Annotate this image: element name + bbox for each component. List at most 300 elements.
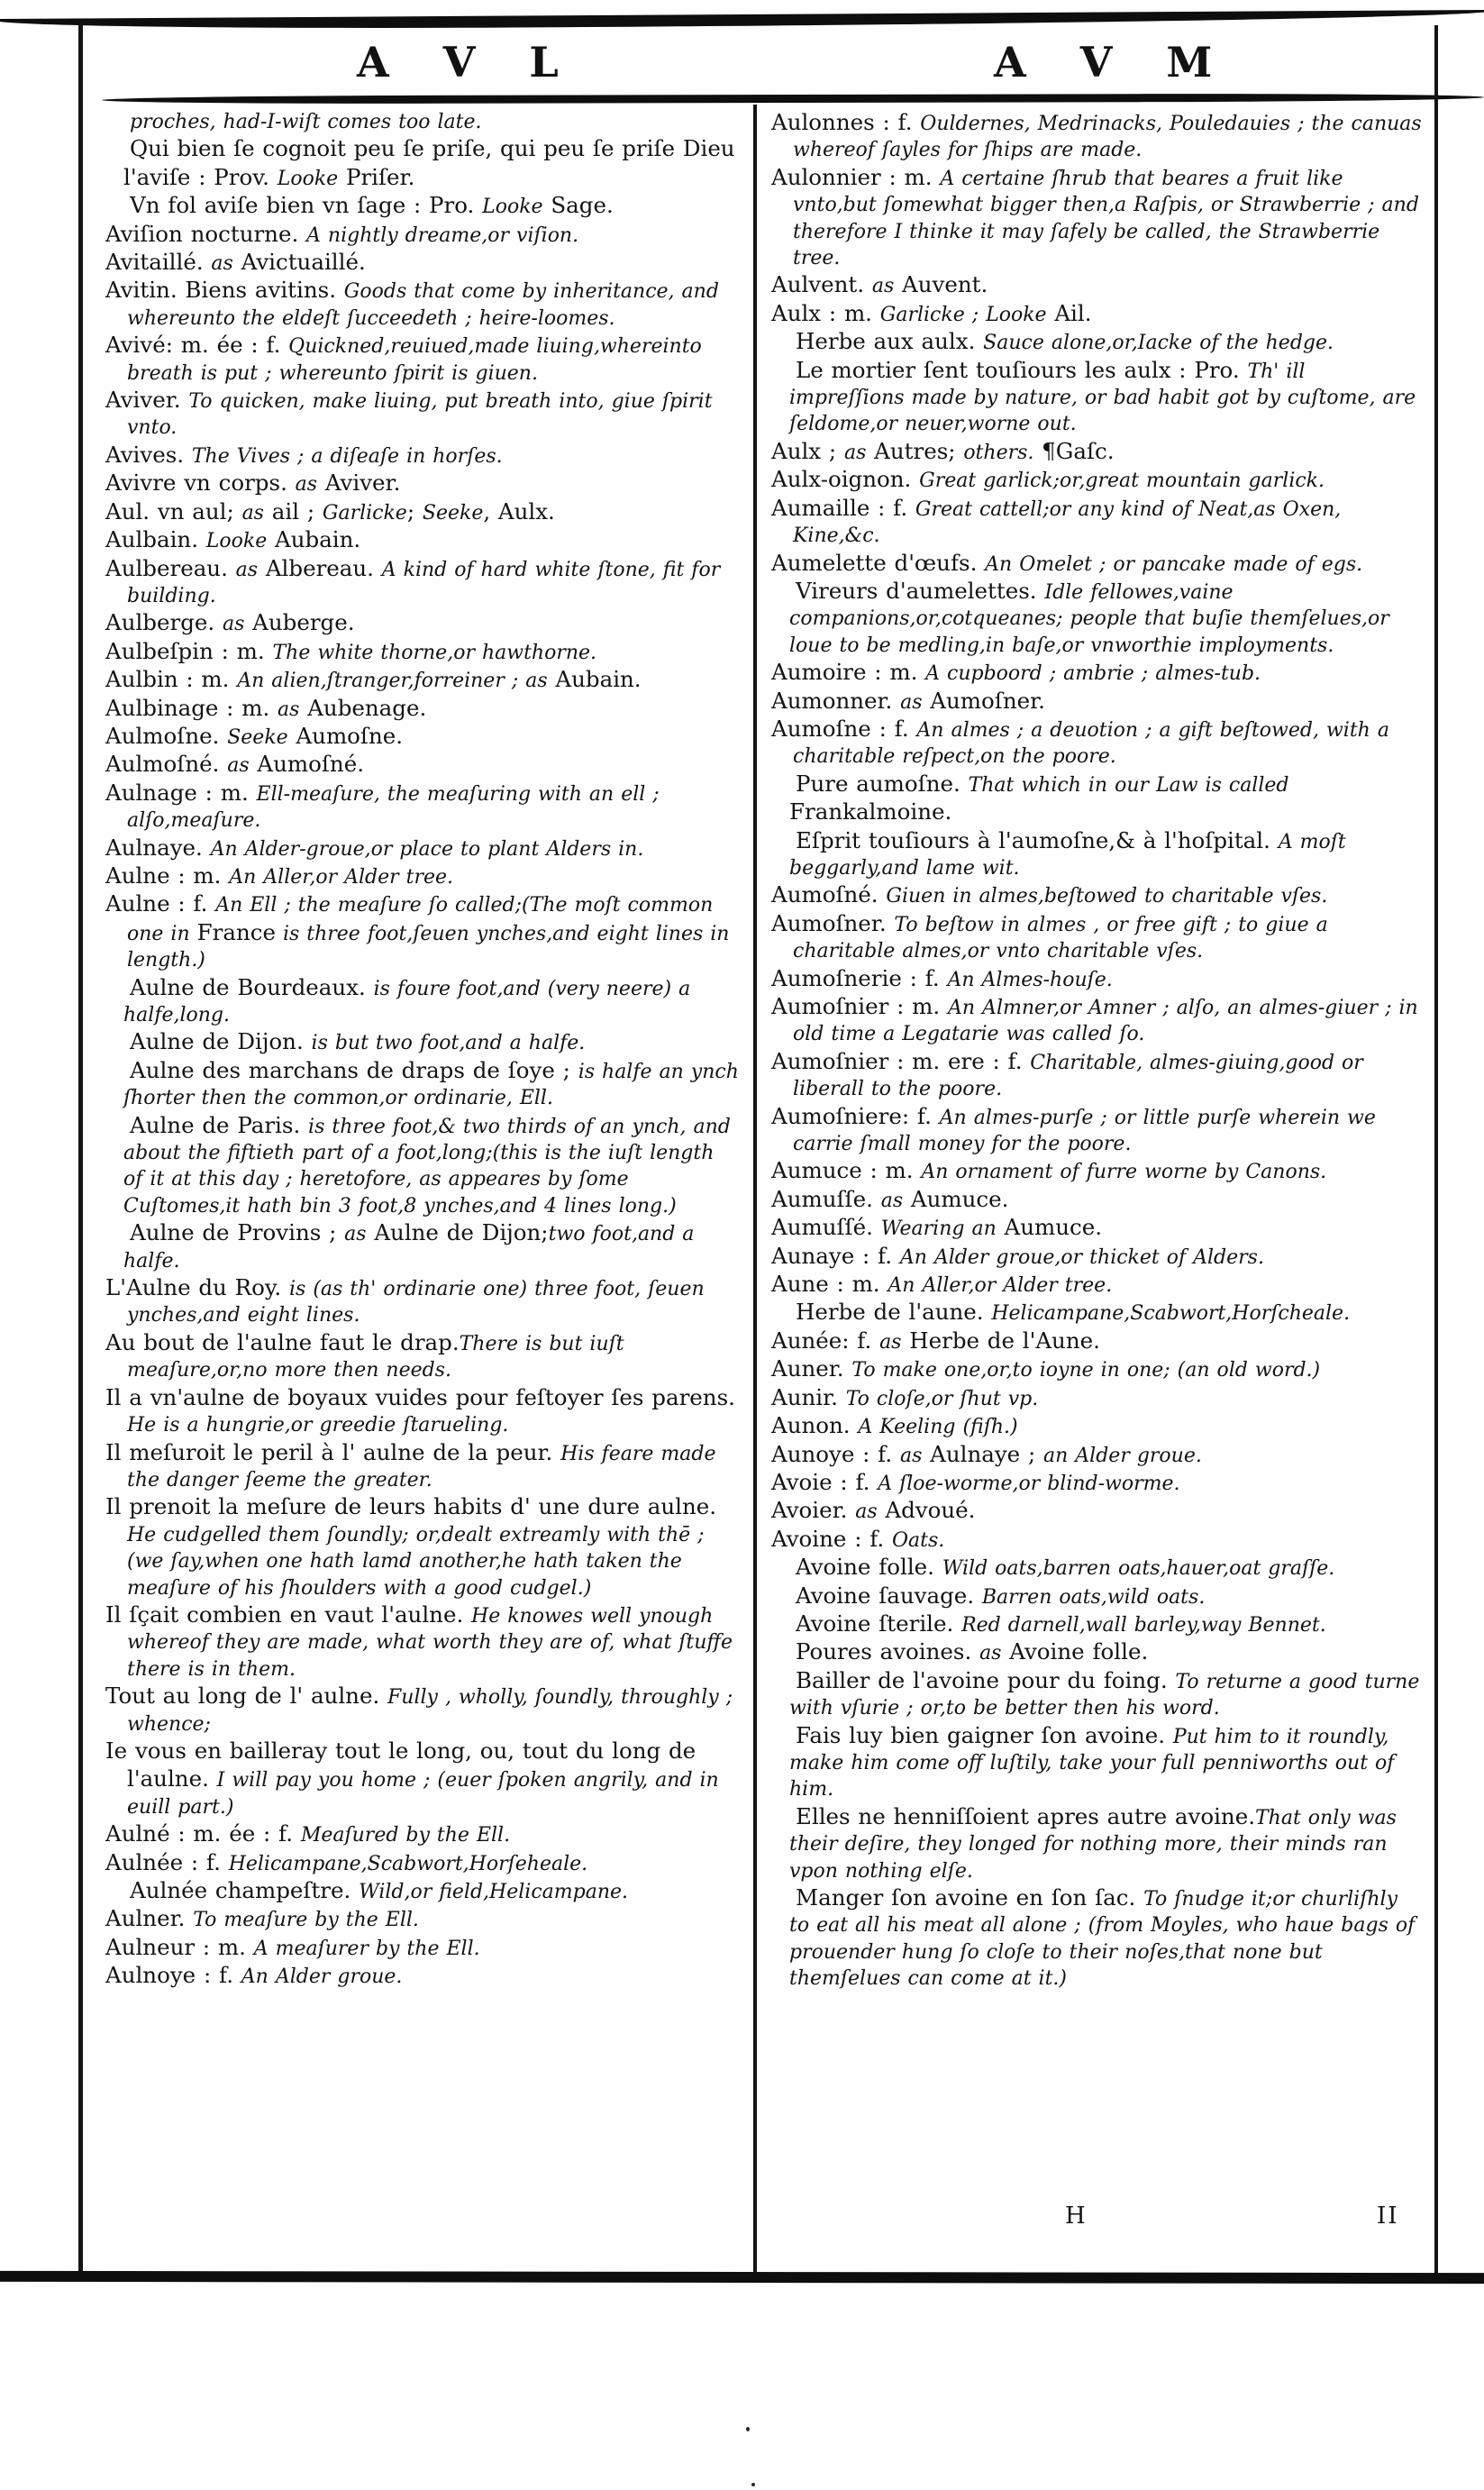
dictionary-entry	[771, 1885, 1422, 1993]
dictionary-entry	[105, 1821, 740, 1849]
gloss-text: others.	[963, 441, 1034, 464]
gloss-text: To cloſe,or ſhut vp.	[845, 1387, 1039, 1410]
headword-text: Aulberge.	[105, 609, 223, 636]
dictionary-entry	[771, 689, 1422, 716]
gloss-text: To make one,or,to ioyne in one; (an old word.)	[851, 1359, 1321, 1382]
gloss-text: is three foot,& two thirds of an ynch, and about the fiftieth part of a foot,long;(this is the iuſt length of it at this day ; heretofore, as appeares by ſome Cuſtomes,it hath bin 3 foot,8 ynches,and 4 lines long.)	[123, 1115, 731, 1218]
dictionary-entry	[771, 551, 1422, 579]
gloss-text: An almes-purſe ; or little purſe wherein we carrie ſmall money for the poore.	[793, 1106, 1376, 1156]
gloss-text: Wild,or field,Helicampane.	[359, 1881, 629, 1903]
gloss-text: two foot,and a halfe.	[123, 1223, 695, 1272]
headword-text: Aulnoye : f.	[105, 1962, 241, 1989]
headword-text: Aulmoſne.	[105, 722, 228, 749]
headword-text: Avives.	[105, 441, 192, 468]
headword-text: Elles ne henniſſoient apres autre avoine.	[796, 1802, 1255, 1829]
dictionary-entry	[771, 272, 1422, 300]
headword-text: Avitaillé.	[105, 249, 212, 276]
gloss-text: Put him to it roundly, make him come off luſtily, take your full penniworths out of him.	[789, 1725, 1395, 1801]
headword-text: Avitin. Biens avitins.	[105, 277, 344, 304]
headword-text: Aulner.	[105, 1905, 194, 1932]
dictionary-entry	[771, 1356, 1422, 1384]
gloss-text: Helicampane,Scabwort,Horſcheale.	[991, 1302, 1351, 1326]
headword-text: Aumoſné.	[249, 751, 365, 778]
dictionary-entry	[771, 1215, 1422, 1243]
headword-text: Aulne : m.	[105, 862, 230, 889]
dictionary-entry	[105, 1494, 740, 1602]
dictionary-entry	[105, 250, 740, 278]
headword-text: Aumoſner.	[771, 909, 895, 936]
headword-text: Vn fol aviſe bien vn ſage : Pro.	[130, 192, 483, 219]
ink-speck	[746, 2427, 750, 2431]
dictionary-entry	[105, 835, 740, 863]
headword-text: Aulne de Bourdeaux.	[130, 973, 374, 1000]
dictionary-entry	[105, 1220, 740, 1275]
headword-text: Aumoſne : f.	[771, 715, 917, 742]
gloss-text: A Keeling (fiſh.)	[858, 1416, 1018, 1439]
dictionary-entry	[771, 1583, 1422, 1611]
headword-text: Aulnaye.	[105, 834, 211, 861]
dictionary-entry	[105, 1906, 740, 1934]
gloss-text: He knowes well ynough whereof they are made, what worth they are of, what ſtuffe there is in them.	[127, 1604, 733, 1681]
bottom-rule	[0, 2271, 1484, 2284]
left-border-line	[78, 25, 83, 2278]
dictionary-entry	[105, 1330, 740, 1385]
headword-text: Aulbeſpin : m.	[105, 637, 273, 664]
headword-text: Aumoſne.	[287, 722, 404, 749]
headword-text: Aumoſniere: f.	[771, 1102, 940, 1129]
dictionary-entry	[771, 1498, 1422, 1526]
headword-text: Aviver.	[317, 470, 401, 497]
headword-text: Vireurs d'aumelettes.	[796, 577, 1045, 604]
headword-text: Aune : m.	[771, 1271, 888, 1298]
dictionary-entry	[105, 110, 740, 136]
gloss-text: To ſnudge it;or churliſhly to eat all his meat all alone ; (from Moyles, who haue bags of prouender hung ſo cloſe to their noſes,that none but themſelues can come at it.)	[789, 1888, 1416, 1991]
dictionary-entry	[105, 1683, 740, 1738]
headword-text: Aumuce : m.	[771, 1157, 922, 1184]
gloss-text: An Omelet ; or pancake made of egs.	[985, 552, 1363, 576]
headword-text: Aviſion nocturne.	[105, 220, 307, 247]
gloss-text: To quicken, make liuing, put breath into, giue ſpirit vnto.	[127, 390, 713, 440]
dictionary-entry	[105, 696, 740, 724]
dictionary-entry	[771, 882, 1422, 910]
headword-text: Advoué.	[877, 1497, 976, 1524]
gloss-text: Oats.	[892, 1528, 945, 1552]
dictionary-entry	[771, 165, 1422, 273]
headword-text: ;	[406, 497, 423, 524]
dictionary-entry	[105, 1275, 740, 1330]
dictionary-entry	[771, 1555, 1422, 1582]
headword-text: Aulneur : m.	[105, 1933, 254, 1960]
headword-text: Aulne de Dijon;	[366, 1219, 549, 1246]
gloss-text: Barren oats,wild oats.	[981, 1585, 1206, 1609]
gloss-text: as	[855, 1500, 878, 1524]
headword-text: Auvent.	[894, 271, 988, 298]
dictionary-entry	[771, 1470, 1422, 1498]
headword-text: Aunon.	[771, 1412, 859, 1439]
gloss-text: That which in our Law is called	[968, 773, 1289, 797]
gloss-text: is three foot,ſeuen ynches,and eight lines in length.)	[127, 922, 730, 972]
gloss-text: Looke	[277, 167, 339, 190]
gloss-text: A kind of hard white ſtone, fit for building.	[127, 558, 721, 607]
headword-text: Aumuce.	[903, 1185, 1009, 1212]
gloss-text: Giuen in almes,beſtowed to charitable vſes.	[886, 885, 1328, 908]
dictionary-entry	[771, 1527, 1422, 1555]
gloss-text: is foure foot,and (very neere) a halfe,long.	[123, 977, 691, 1026]
headword-text: Il meſuroit le peril à l' aulne de la peur.	[105, 1438, 561, 1465]
dictionary-entry	[771, 329, 1422, 357]
signature-mark: H	[1065, 2203, 1086, 2230]
gloss-text: An Aller,or Alder tree.	[229, 865, 454, 889]
dictionary-entry	[771, 1723, 1422, 1804]
gloss-text: Garlicke	[322, 501, 407, 524]
gloss-text: Ouldernes, Medrinacks, Pouledauies ; the canuas whereof ſayles for ſhips are made.	[793, 113, 1422, 162]
headword-text: Auberge.	[244, 609, 355, 636]
headword-text: Aulnée : f.	[105, 1848, 229, 1875]
gloss-text: as	[344, 1223, 367, 1246]
headword-text: Aulx-oignon.	[771, 466, 920, 493]
headword-text: Aubain.	[267, 526, 361, 553]
headword-text: Avoine : f.	[771, 1525, 893, 1552]
dictionary-entry	[105, 1850, 740, 1878]
headword-text: Aulbinage : m.	[105, 694, 278, 721]
headword-text: Avictuaillé.	[232, 249, 366, 276]
headword-text: Le mortier ſent touſiours les aulx : Pro.	[796, 356, 1248, 383]
dictionary-entry	[105, 222, 740, 250]
gloss-text: Seeke	[227, 725, 288, 749]
dictionary-entry	[771, 467, 1422, 495]
headword-text: Avivre vn corps.	[105, 470, 296, 497]
headword-text: Manger ſon avoine en ſon ſac.	[796, 1884, 1144, 1911]
dictionary-entry	[105, 1440, 740, 1495]
headword-text: Auner.	[771, 1355, 852, 1382]
dictionary-entry	[105, 388, 740, 442]
headword-text: Avoine ſauvage.	[796, 1582, 982, 1609]
dictionary-entry	[771, 1244, 1422, 1272]
headword-text: Pure aumoſne.	[796, 770, 969, 797]
headword-text: Aulne des marchans de draps de ſoye ;	[130, 1056, 578, 1083]
gloss-text: To meaſure by the Ell.	[193, 1909, 419, 1932]
gloss-text: A cupboord ; ambrie ; almes-tub.	[925, 662, 1261, 686]
headword-text: Ail.	[1046, 299, 1092, 326]
gloss-text: as	[900, 690, 923, 714]
headword-text: Aulnage : m.	[105, 779, 257, 806]
dictionary-entry	[771, 1187, 1422, 1215]
headword-text: Aulbain.	[105, 526, 206, 553]
dictionary-entry	[105, 780, 740, 835]
dictionary-entry	[771, 1385, 1422, 1413]
gloss-text: An almes ; a deuotion ; a gift beſtowed, with a charitable reſpect,on the poore.	[793, 718, 1389, 769]
headword-text: Aubenage.	[299, 694, 427, 721]
headword-text: Sage.	[542, 192, 614, 219]
gloss-text: An Almner,or Amner ; alſo, an almes-giuer ; in old time a Legatarie was called ſo.	[793, 997, 1418, 1046]
headword-text: Aulmoſné.	[105, 751, 228, 778]
gloss-text: as	[295, 473, 318, 497]
headword-text: Il ſçait combien en vaut l'aulne.	[105, 1601, 472, 1628]
gloss-text: Looke	[205, 530, 268, 553]
gloss-text: A nightly dreame,or viſion.	[306, 223, 579, 247]
dictionary-entry	[105, 1385, 740, 1440]
gloss-text: The white thorne,or hawthorne.	[272, 641, 597, 664]
headword-text: Aumuſſe.	[771, 1185, 881, 1212]
dictionary-entry	[771, 716, 1422, 771]
headword-text: Ie vous en bailleray tout le long, ou, tout du long de l'aulne.	[105, 1737, 696, 1792]
gloss-text: Goods that come by inheritance, and whereunto the eldeſt ſucceedeth ; heire-loomes.	[127, 280, 719, 330]
gloss-text: as	[241, 501, 264, 524]
gloss-text: An Alder groue.	[241, 1966, 403, 1989]
headword-text: Herbe de l'aune.	[796, 1299, 992, 1326]
dictionary-entry	[771, 110, 1422, 165]
dictionary-entry	[105, 667, 740, 695]
gloss-text: Garlicke ; Looke	[879, 303, 1047, 326]
dictionary-entry	[771, 1272, 1422, 1300]
dictionary-entry	[771, 1442, 1422, 1470]
page-header-left: A V L	[357, 38, 578, 87]
headword-text: Il prenoit la meſure de leurs habits d' une dure aulne.	[105, 1493, 717, 1520]
dictionary-entry	[771, 1611, 1422, 1639]
page-header-right: A V M	[994, 38, 1233, 87]
headword-text: Aumoſné.	[771, 881, 887, 908]
gloss-text: An Almes-houſe.	[947, 968, 1113, 991]
gloss-text: Seeke	[422, 501, 484, 524]
gloss-text: An Ell ; the meaſure ſo called;(The moſt common one in	[127, 894, 714, 945]
dictionary-entry	[105, 278, 740, 333]
headword-text: Albereau.	[258, 554, 382, 581]
dictionary-entry	[105, 639, 740, 667]
gloss-text: Sauce alone,or,Iacke of the hedge.	[983, 332, 1334, 355]
dictionary-entry	[105, 470, 740, 498]
gloss-text: Idle fellowes,vaine companions,or,cotqueanes; people that buſie themſelues,or loue to be medling,in baſe,or vnworthie imployments.	[789, 580, 1389, 657]
dictionary-entry	[771, 1104, 1422, 1159]
dictionary-entry	[771, 1668, 1422, 1723]
dictionary-entry	[105, 1029, 740, 1057]
dictionary-entry	[771, 1328, 1422, 1356]
headword-text: Aumonner.	[771, 687, 901, 714]
dictionary-entry	[105, 442, 740, 470]
headword-text: Eſprit touſiours à l'aumoſne,& à l'hoſpital.	[796, 826, 1279, 853]
gloss-text: as	[211, 252, 233, 276]
gloss-text: A ſloe-worme,or blind-worme.	[878, 1472, 1180, 1495]
gloss-text: Charitable, almes-giuing,good or liberall to the poore.	[793, 1051, 1363, 1101]
headword-text: Aunaye : f.	[771, 1242, 900, 1269]
headword-text: , Aulx.	[483, 497, 555, 524]
gloss-text: I will pay you home ; (euer ſpoken angrily, and in euill part.)	[127, 1769, 719, 1819]
gloss-text: A meaſurer by the Ell.	[253, 1937, 480, 1960]
headword-text: Aumoſnerie : f.	[771, 964, 948, 991]
dictionary-entry	[105, 1602, 740, 1683]
gloss-text: Meaſured by the Ell.	[300, 1824, 511, 1847]
headword-text: Aunir.	[771, 1383, 846, 1410]
headword-text: Aumaille : f.	[771, 494, 915, 521]
headword-text: Avoie : f.	[771, 1468, 879, 1495]
dictionary-entry	[771, 1639, 1422, 1667]
gloss-text: An ornament of furre worne by Canons.	[921, 1161, 1327, 1184]
gloss-text: Quickned,reuiued,made liuing,whereinto breath is put ; whereunto ſpirit is giuen.	[127, 335, 702, 385]
headword-text: Aulx ;	[771, 437, 844, 464]
gloss-text: An Alder groue,or thicket of Alders.	[899, 1245, 1264, 1269]
top-rule	[0, 10, 1484, 31]
dictionary-entry	[771, 496, 1422, 551]
headword-text: Aulnée champeſtre.	[130, 1877, 360, 1903]
gloss-text: proches, had-I-wiſt comes too late.	[130, 111, 482, 133]
gloss-text: The Vives ; a diſeaſe in horſes.	[191, 444, 503, 468]
headword-text: Aumoſnier : m.	[771, 993, 948, 1019]
gloss-text: as	[880, 1189, 904, 1212]
dictionary-entry	[105, 724, 740, 752]
gloss-text: as	[227, 754, 250, 778]
headword-text: Aulnaye ;	[922, 1440, 1044, 1467]
headword-text: Herbe de l'Aune.	[901, 1327, 1100, 1354]
headword-text: Aumelette d'œufs.	[771, 549, 986, 576]
dictionary-entry	[771, 1804, 1422, 1885]
dictionary-entry	[105, 1963, 740, 1991]
gloss-text: His feare made the danger ſeeme the greater.	[127, 1442, 716, 1491]
dictionary-entry	[105, 1058, 740, 1113]
gloss-text: as	[843, 441, 867, 464]
gloss-text: as	[871, 275, 895, 298]
gloss-text: Great cattell;or any kind of Neat,as Oxen, Kine,&c.	[793, 497, 1342, 548]
headword-text: Aunée: f.	[771, 1327, 880, 1354]
headword-text: Avoine ſterile.	[796, 1610, 962, 1637]
gloss-text: Fully , wholly, ſoundly, throughly ; whence;	[127, 1686, 733, 1736]
dictionary-entry	[771, 439, 1422, 467]
gloss-text: Ell-meaſure, the meaſuring with an ell ; alſo,meaſure.	[127, 782, 660, 833]
headword-text: Tout au long de l' aulne.	[105, 1683, 388, 1710]
gloss-text: An alien,ſtranger,forreiner ; as	[237, 670, 548, 693]
dictionary-entry	[105, 527, 740, 555]
gloss-text: Great garlick;or,great mountain garlick.	[919, 470, 1325, 493]
gloss-text: An Aller,or Alder tree.	[888, 1274, 1113, 1298]
gloss-text: Helicampane,Scabwort,Horſeheale.	[228, 1852, 588, 1875]
gloss-text: Th' ill impreſſions made by nature, or bad habit got by cuſtome, are ſeldome,or neuer,worne out.	[789, 360, 1416, 436]
dictionary-entry	[771, 1413, 1422, 1441]
headword-text: Herbe aux aulx.	[796, 328, 984, 355]
headword-text: Aulné : m. ée : f.	[105, 1820, 301, 1847]
dictionary-entry	[105, 1878, 740, 1906]
headword-text: Qui bien ſe cognoit peu ſe priſe, qui peu ſe priſe Dieu l'aviſe : Prov.	[123, 135, 735, 190]
dictionary-entry	[771, 660, 1422, 688]
dictionary-entry	[771, 911, 1422, 966]
headword-text: Aulne : f.	[105, 890, 216, 917]
gloss-text: He is a hungrie,or greedie ſtarueling.	[127, 1414, 509, 1437]
gloss-text: That only was their deſire, they longed for nothing more, their minds ran vpon nothing elſe.	[789, 1806, 1397, 1883]
headword-text: Poures avoines.	[796, 1638, 980, 1665]
headword-text: Aubain.	[547, 666, 642, 693]
headword-text: Aulne de Provins ;	[130, 1219, 345, 1246]
gloss-text: A certaine ſhrub that beares a fruit like vnto,but ſomewhat bigger then,a Raſpis, or Strawberrie ; and therefore I thinke it may ſafely be called, the Strawberrie tree.	[793, 167, 1419, 270]
dictionary-entry	[105, 333, 740, 388]
dictionary-entry	[105, 975, 740, 1030]
headword-text: Fais luy bien gaigner ſon avoine.	[796, 1721, 1173, 1748]
headword-text: Frankalmoine.	[789, 798, 952, 825]
gloss-text: Wild oats,barren oats,hauer,oat graſſe.	[942, 1557, 1335, 1581]
dictionary-entry	[771, 301, 1422, 329]
headword-text: Aulx : m.	[771, 299, 880, 326]
dictionary-entry	[105, 1738, 740, 1821]
headword-text: Aumoſnier : m. ere : f.	[771, 1047, 1031, 1074]
dictionary-entry	[771, 1049, 1422, 1104]
gloss-text: Looke	[482, 196, 543, 219]
column-divider-line	[753, 105, 757, 2275]
dictionary-entry	[105, 891, 740, 974]
gloss-text: To returne a good turne with vſurie ; or,to be better then his word.	[789, 1670, 1420, 1720]
headword-text: ¶Gaſc.	[1033, 437, 1115, 464]
headword-text: Aulne de Dijon.	[130, 1028, 312, 1055]
headword-text: Aumoſner.	[922, 687, 1045, 714]
headword-text: Il a vn'aulne de boyaux vuides pour feſtoyer ſes parens.	[105, 1383, 735, 1410]
gloss-text: Wearing an	[880, 1218, 997, 1241]
headword-text: Aulne de Paris.	[130, 1111, 309, 1138]
headword-text: France	[196, 918, 276, 945]
dictionary-entry	[771, 771, 1422, 828]
gloss-text: Red darnell,wall barley,way Bennet.	[961, 1613, 1326, 1637]
headword-text: Avivé: m. ée : f.	[105, 332, 289, 359]
gloss-text: He cudgelled them ſoundly; or,dealt extreamly with thē ; (we ſay,when one hath lamd another,he hath taken the meaſure of his ſhoulders with a good cudgel.)	[127, 1523, 705, 1600]
ink-speck	[751, 2483, 755, 2486]
headword-text: Aumuſſé.	[771, 1214, 881, 1241]
gloss-text: is (as th' ordinarie one) three foot, ſeuen ynches,and eight lines.	[127, 1278, 705, 1327]
headword-text: Aulonnes : f.	[771, 109, 921, 135]
headword-text: Aumoire : m.	[771, 659, 926, 686]
dictionary-entry	[105, 1935, 740, 1963]
gloss-text: A moſt beggarly,and lame wit.	[789, 830, 1346, 880]
gloss-text: as	[899, 1444, 923, 1467]
dictionary-entry	[105, 193, 740, 221]
headword-text: Avoine folle.	[796, 1554, 942, 1581]
headword-text: Aunoye : f.	[771, 1440, 900, 1467]
gloss-text: as	[879, 1330, 902, 1354]
headword-text: Aulvent.	[771, 271, 872, 298]
headword-text: Bailler de l'avoine pour du foing.	[796, 1666, 1176, 1693]
header-rule	[102, 93, 1484, 104]
headword-text: Aumuce.	[996, 1214, 1103, 1241]
gloss-text: An Alder-groue,or place to plant Alders in.	[210, 837, 644, 861]
dictionary-entry	[771, 828, 1422, 883]
headword-text: ail ;	[263, 497, 323, 524]
headword-text: Aviver.	[105, 387, 189, 414]
dictionary-entry	[771, 966, 1422, 994]
headword-text: Avoier.	[771, 1497, 856, 1524]
gloss-text: To beſtow in almes , or free gift ; to giue a charitable almes,or vnto charitable vſes.	[793, 913, 1328, 963]
dictionary-entry	[105, 556, 740, 611]
headword-text: Aul. vn aul;	[105, 497, 242, 524]
headword-text: L'Aulne du Roy.	[105, 1274, 289, 1301]
gloss-text: as	[278, 698, 300, 721]
gloss-text: is but two foot,and a halfe.	[311, 1032, 586, 1055]
dictionary-entry	[771, 1300, 1422, 1327]
left-column	[105, 110, 740, 1992]
gloss-text: as	[235, 558, 259, 581]
dictionary-entry	[105, 863, 740, 891]
dictionary-entry	[771, 994, 1422, 1049]
headword-text: Aulonnier : m.	[771, 163, 941, 190]
right-border-line	[1434, 25, 1438, 2278]
headword-text: Avoine folle.	[1001, 1638, 1149, 1665]
dictionary-entry	[771, 358, 1422, 439]
headword-text: Au bout de l'aulne faut le drap.	[105, 1328, 460, 1355]
gloss-text: as	[222, 613, 245, 636]
headword-text: Priſer.	[338, 163, 415, 190]
gloss-text: an Alder groue.	[1043, 1444, 1202, 1467]
right-column	[771, 110, 1422, 1993]
dictionary-entry	[105, 610, 740, 638]
headword-text: Autres;	[866, 437, 964, 464]
headword-text: Aulbin : m.	[105, 666, 238, 693]
dictionary-entry	[771, 1158, 1422, 1186]
dictionary-entry	[105, 499, 740, 527]
page-mark: II	[1377, 2203, 1399, 2230]
gloss-text: There is but iuſt meaſure,or,no more then needs.	[127, 1332, 624, 1382]
headword-text: Aulbereau.	[105, 554, 236, 581]
